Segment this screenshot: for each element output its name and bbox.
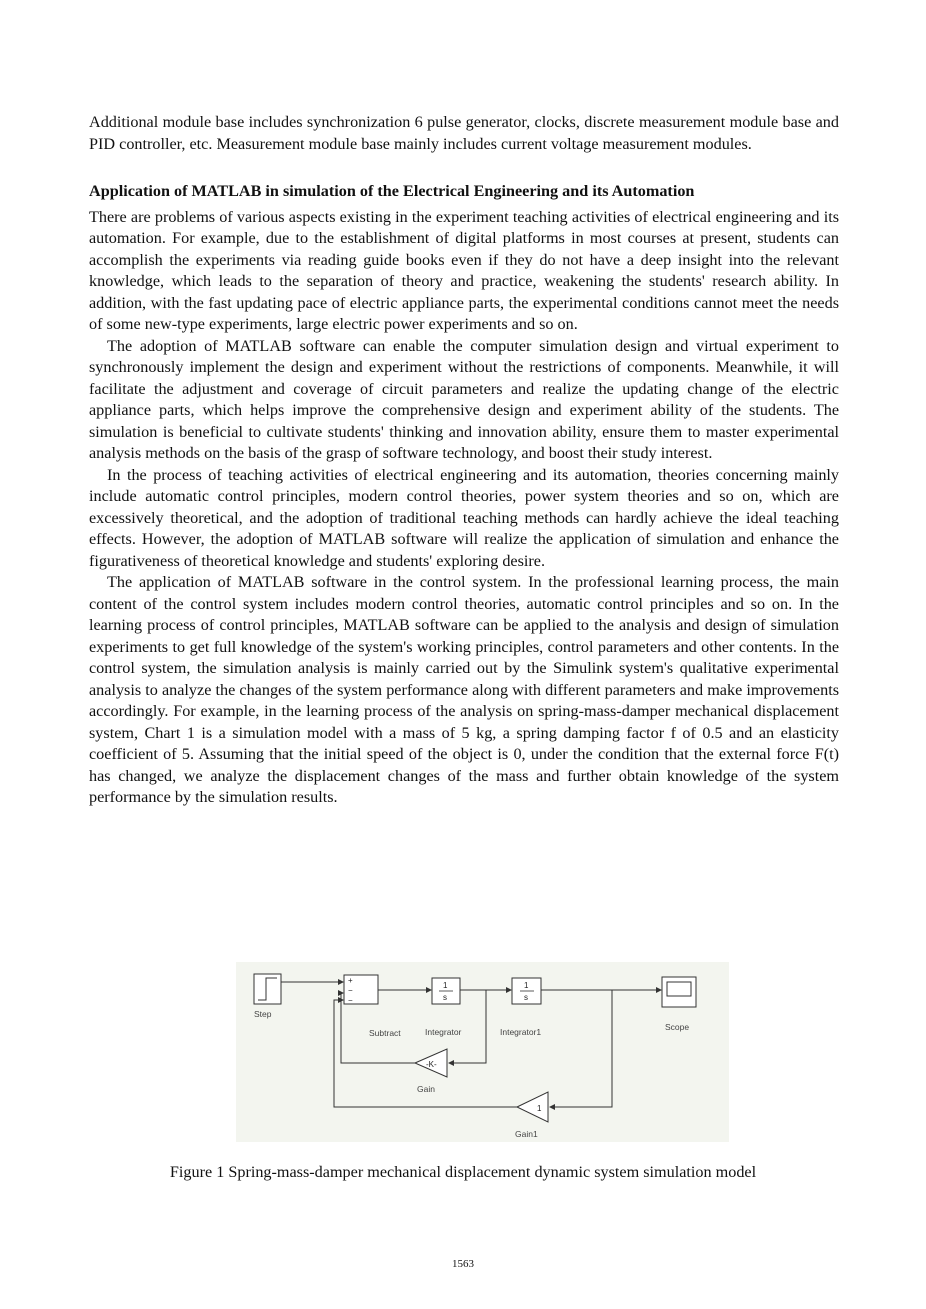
paragraph-4: The application of MATLAB software in the control system. In the professional learning process, the main content of the control system includes modern control theories, automatic control principles and so on. In the learning process of control principles, MATLAB software can be applied to the analysis and design of simulation experiments to get full knowledge of the system's working principles, control parameters and other contents. In the control system, the simulation analysis is mainly carried out by the Simulink system's qualitative experimental analysis to analyze the changes of the system performance along with different parameters and make improvements accordingly. For example, in the learning process of the analysis on spring-mass-damper mechanical displacement system, Chart 1 is a simulation model with a mass of 5 kg, a spring damping factor f of 0.5 and an elasticity coefficient of 5. Assuming that the initial speed of the object is 0, under the condition that the external force F(t) has changed, we analyze the displacement changes of the mass and further obtain knowledge of the system performance by the simulation results.: [89, 573, 839, 806]
simulink-diagram: [236, 962, 729, 1142]
gain-value: -K-: [426, 1060, 437, 1069]
integrator1-num: 1: [524, 981, 529, 990]
integrator-block: [425, 978, 462, 1037]
figure-caption: Figure 1 Spring-mass-damper mechanical displacement dynamic system simulation model: [169, 1163, 757, 1181]
integrator1-den: s: [524, 993, 528, 1002]
sum-sign-2: −: [348, 986, 353, 995]
gain-label: Gain: [417, 1084, 435, 1094]
paragraph-2: The adoption of MATLAB software can enable the computer simulation design and virtual experiment to synchronously implement the design and experiment without the restrictions of components. Meanwhile, it will facilitate the adjustment and coverage of circuit parameters and realize the updating change of the electric appliance parts, which helps improve the comprehensive design and experiment ability of the students. The simulation is beneficial to cultivate students' thinking and innovation ability, ensure them to master experimental analysis methods on the basis of the grasp of software technology, and boost their study interest.: [89, 336, 839, 462]
gain1-block: [515, 1092, 548, 1139]
paragraph-1: There are problems of various aspects existing in the experiment teaching activities of electrical engineering and its automation. For example, due to the establishment of digital platforms in most courses at present, students can accomplish the experiments via reading guide books even if they do not have a deep insight into the relevant knowledge, which leads to the separation of theory and practice, weakening the students' research ability. In addition, with the fast updating pace of electric appliance parts, the experimental conditions cannot meet the needs of some new-type experiments, large electric power experiments and so on.: [89, 207, 839, 333]
integrator-label: Integrator: [425, 1027, 462, 1037]
subtract-block: [344, 975, 401, 1038]
scope-label: Scope: [665, 1022, 690, 1032]
sum-sign-3: −: [348, 996, 353, 1005]
step-label: Step: [254, 1009, 272, 1019]
gain1-value: 1: [537, 1104, 542, 1113]
page-body: [89, 112, 839, 809]
paragraph-3: In the process of teaching activities of electrical engineering and its automation, theories concerning mainly include automatic control principles, modern control theories, power system theories and so on, which are excessively theoretical, and the adoption of traditional teaching methods can hardly achieve the ideal teaching effects. However, the adoption of MATLAB software will realize the application of simulation and enhance the figurativeness of theoretical knowledge and students' exploring desire.: [89, 465, 839, 570]
integrator1-block: [500, 978, 541, 1037]
gain-block: [415, 1049, 447, 1094]
scope-block: [662, 977, 696, 1032]
gain1-label: Gain1: [515, 1129, 538, 1139]
integrator-den: s: [443, 993, 447, 1002]
section-heading: Application of MATLAB in simulation of the Electrical Engineering and its Automation: [89, 182, 695, 200]
sum-sign-1: +: [348, 976, 353, 985]
simulink-diagram-svg: [236, 962, 729, 1142]
intro-paragraph: Additional module base includes synchronization 6 pulse generator, clocks, discrete measurement module base and PID controller, etc. Measurement module base mainly includes current voltage measurement modules.: [89, 113, 839, 153]
signal-lines: [281, 982, 661, 1107]
integrator1-label: Integrator1: [500, 1027, 542, 1037]
page-number: 1563: [452, 1258, 474, 1270]
subtract-label: Subtract: [369, 1028, 401, 1038]
step-block: [254, 974, 281, 1019]
integrator-num: 1: [443, 981, 448, 990]
